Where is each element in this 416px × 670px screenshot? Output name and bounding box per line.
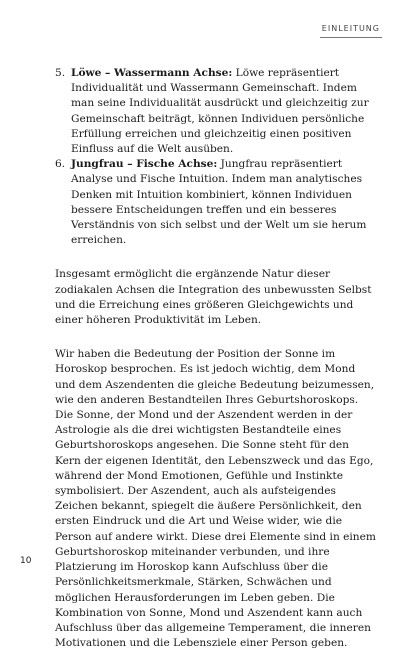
section-title: EINLEITUNG [321, 24, 380, 33]
list-item-title: Jungfrau – Fische Achse: [71, 158, 218, 171]
page-number: 10 [20, 556, 32, 566]
page-body [55, 66, 377, 670]
list-item [55, 66, 377, 157]
paragraph: Insgesamt ermöglicht die ergänzende Natur dieser zodiakalen Achsen die Integration des unbewussten Selbst und die Erreichung eines größeren Gleichgewichts und einer höheren Produktivität im Leben. [55, 268, 372, 327]
list-item-body [71, 157, 377, 248]
list-number: 6. [55, 158, 66, 171]
list-number: 5. [55, 67, 66, 79]
list-item-text: Löwe repräsentiert Individualität und Wassermann Gemeinschaft. Indem man seine Individualität ausdrückt und gleichzeitig zur Gemeinschaft beiträgt, können Individuen persönliche Erfüllung erreichen und gleichzeitig einen positiven Einfluss auf die Welt ausüben. [71, 67, 369, 156]
axis-list [55, 66, 377, 248]
list-item-body [71, 66, 377, 157]
list-item-text: Jungfrau repräsentiert Analyse und Fische Intuition. Indem man analytisches Denken mit Intuition kombiniert, können Individuen bessere Entscheidungen treffen und ein besseres Verständnis von sich selbst und der Welt um sie herum erreichen. [71, 158, 367, 247]
list-item [55, 157, 377, 248]
header-divider [320, 37, 382, 38]
running-header [320, 24, 382, 38]
paragraph: Wir haben die Bedeutung der Position der Sonne im Horoskop besprochen. Es ist jedoch wichtig, dem Mond und dem Aszendenten die gleiche Bedeutung beizumessen, wie den anderen Bestandteilen Ihres Geburtshoroskops. Die Sonne, der Mond und der Aszendent werden in der Astrologie als die drei wichtigsten Bestandteile eines Geburtshoroskops angesehen. Die Sonne steht für den Kern der eigenen Identität, den Lebenszweck und das Ego, während der Mond Emotionen, Gefühle und Instinkte symbolisiert. Der Aszendent, auch als aufsteigendes Zeichen bekannt, spiegelt die äußere Persönlichkeit, den ersten Eindruck und die Art und Weise wider, wie die Person auf andere wirkt. Diese drei Elemente sind in einem Geburtshoroskop miteinander verbunden, und ihre Platzierung im Horoskop kann Aufschluss über die Persönlichkeitsmerkmale, Stärken, Schwächen und möglichen Herausforderungen im Leben geben. Die Kombination von Sonne, Mond und Aszendent kann auch Aufschluss über das allgemeine Temperament, die inneren Motivationen und die Lebensziele einer Person geben. [55, 348, 376, 650]
list-item-title: Löwe – Wassermann Achse: [71, 67, 233, 79]
